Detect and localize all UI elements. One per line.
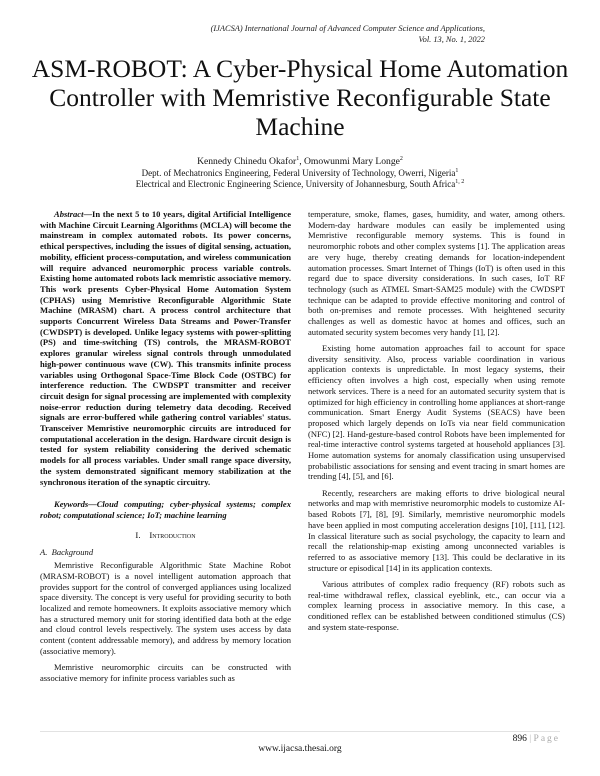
running-header (211, 24, 485, 45)
section-heading (40, 530, 291, 541)
subsection-letter: A. (40, 547, 48, 558)
section-title: Introduction (149, 529, 196, 540)
author-2: Omowunmi Mary Longe (303, 156, 400, 167)
page-separator: | (529, 734, 532, 744)
body-paragraph: Memristive Reconfigurable Algorithmic State Machine Robot (MRASM-ROBOT) is a novel intelligent automation approach that provides support for the control of converged appliances using localized space diversity. The concept is very useful for providing security to both localized and remote homeowners. It exploits associative memory which has a structured memory unit for storing identified data both at the edge and cloud control levels respectively. The system uses access by data content (content addressable memory), and address by memory location (associative memory). (40, 560, 291, 656)
abstract (40, 209, 291, 487)
affiliation-2-sup: 1, 2 (455, 179, 465, 185)
footer-url[interactable]: www.ijacsa.thesai.org (258, 744, 342, 754)
author-2-sup: 2 (399, 155, 403, 162)
paper-title: ASM-ROBOT: A Cyber-Physical Home Automation Controller with Memristive Reconfigurable State Machine (31, 54, 569, 141)
author-sep: , (299, 156, 304, 167)
section-number: I. (135, 529, 141, 540)
body-paragraph: Various attributes of complex radio frequency (RF) robots such as real-time withdrawal reflex, classical eyeblink, etc., can occur via a complex learning process in associative memory. In this case, a conditioned reflex can be established between conditioned stimulus (CS) and system state-response. (308, 578, 565, 632)
author-names (20, 156, 580, 168)
affiliation-2-text: Electrical and Electronic Engineering Science, University of Johannesburg, South Africa (135, 179, 456, 189)
footer-divider (40, 731, 560, 732)
subsection-title: Background (51, 547, 94, 558)
body-paragraph: temperature, smoke, flames, gases, humidity, and water, among others. Modern-day hardware modules can easily be implemented using Memristive reconfigurable memory systems. This is found in neuromorphic robots and other complex systems [1]. The application areas are very huge, thereby creating demands for location-independent automation processes. Smart Internet of Things (IoT) is often used in this regard due to space diversity considerations. In such cases, IoT RF technology (such as ATMEL Smart-SAM25 module) with the CWDSPT technique can be adapted to provide effective monitoring and control of both on-premises and remote processes. With heightened security challenges as well as domestic havoc at homes and offices, such an automated security system becomes very handy [1], [2]. (308, 209, 565, 337)
journal-volume: Vol. 13, No. 1, 2022 (418, 34, 485, 44)
abstract-label: Abstract (54, 209, 84, 219)
subsection-heading (40, 547, 291, 558)
left-column (40, 209, 291, 689)
page-word: Page (533, 734, 560, 744)
body-paragraph: Recently, researchers are making efforts to drive biological neural networks and map with memristive neuromorphic models to customize AI-based Robots [7], [8], [9]. Similarly, memristive neuromorphic models have been applied in most computing acceleration designs [10], [11], [12]. In classical literature such as social psychology, the capacity to learn and recall the relationship-map existing among unconnected variables is referred to as associative memory [13]. This could be declarative in its structure or episodical [14] in its application contexts. (308, 487, 565, 573)
journal-name: (IJACSA) International Journal of Advanced Computer Science and Applications, (210, 24, 485, 33)
abstract-text: —In the next 5 to 10 years, digital Artificial Intelligence with Machine Circuit Learning Algorithms (MCLA) will become the mainstream in complex automated robots. Its power concerns, ethical perspectives, including the issues of digital sensing, actuation, mobility, efficient process-computation, and wireless communication will require advanced neuromorphic process variable controls. Existing home automated robots lack memristic associative memory. This work presents Cyber-Physical Home Automation System (CPHAS) using Memristive Reconfigurable Algorithmic State Machine (MRASM) chart. A process control architecture that supports Concurrent Wireless Data Streams and Power-Transfer (CWDSPT) is developed. Unlike legacy systems with power-splitting (PS) and time-switching (TS) controls, the MRASM-ROBOT explores granular wireless signal controls through unmodulated high-power continuous wave (CW). This transmits infinite process variables using Orthogonal Space-Time Block Code (OSTBC) for interference reduction. The CWDSPT transmitter and receiver circuit design for signal processing are implemented with complexity noise-error reduction during telemetry data decoding. Received signals are error-buffered while gathering control variables' status. Transceiver Memristive neuromorphic circuits are introduced for computational acceleration in the design. Hardware circuit design is tested for system reliability considering the derived schematic models for all process variables. Under small range space diversity, the system demonstrated significant memory stabilization at the synchronous iteration of the synaptic circuitry. (40, 209, 291, 487)
affiliation-2 (20, 179, 580, 191)
author-block (20, 156, 580, 191)
affiliation-1-sup: 1 (455, 167, 459, 174)
page-number-value: 896 (512, 734, 527, 744)
keywords: Keywords—Cloud computing; cyber-physical systems; complex robot; computational science; IoT; machine learning (40, 499, 291, 520)
right-column (308, 209, 565, 638)
author-1-sup: 1 (296, 155, 300, 162)
page-number (513, 734, 560, 744)
affiliation-1 (20, 168, 580, 180)
body-paragraph: Existing home automation approaches fail to account for space diversity sensitivity. Also, process variable coordination in various application contexts is unpredictable. In most legacy systems, their efficiency often involves a high cost, especially when using remote network services. There is a need for an automated security system that is optimized for high efficiency in controlling home appliances at short-range communication. Smart Energy Audit Systems (SEACS) have been proposed which largely depends on IoTs via near field communication (NFC) [2]. Hand-gesture-based control Robots have been implemented for real-time interactive control systems targeted at household appliances [3]. Home automation systems for anomaly classification using unsupervised probabilistic associations for sensing and event tracing in smart homes are trending [4], [5], and [6]. (308, 343, 565, 482)
author-1: Kennedy Chinedu Okafor (197, 156, 297, 167)
body-paragraph: Memristive neuromorphic circuits can be constructed with associative memory for infinite process variables such as (40, 662, 291, 683)
affiliation-1-text: Dept. of Mechatronics Engineering, Federal University of Technology, Owerri, Nigeria (141, 167, 456, 178)
